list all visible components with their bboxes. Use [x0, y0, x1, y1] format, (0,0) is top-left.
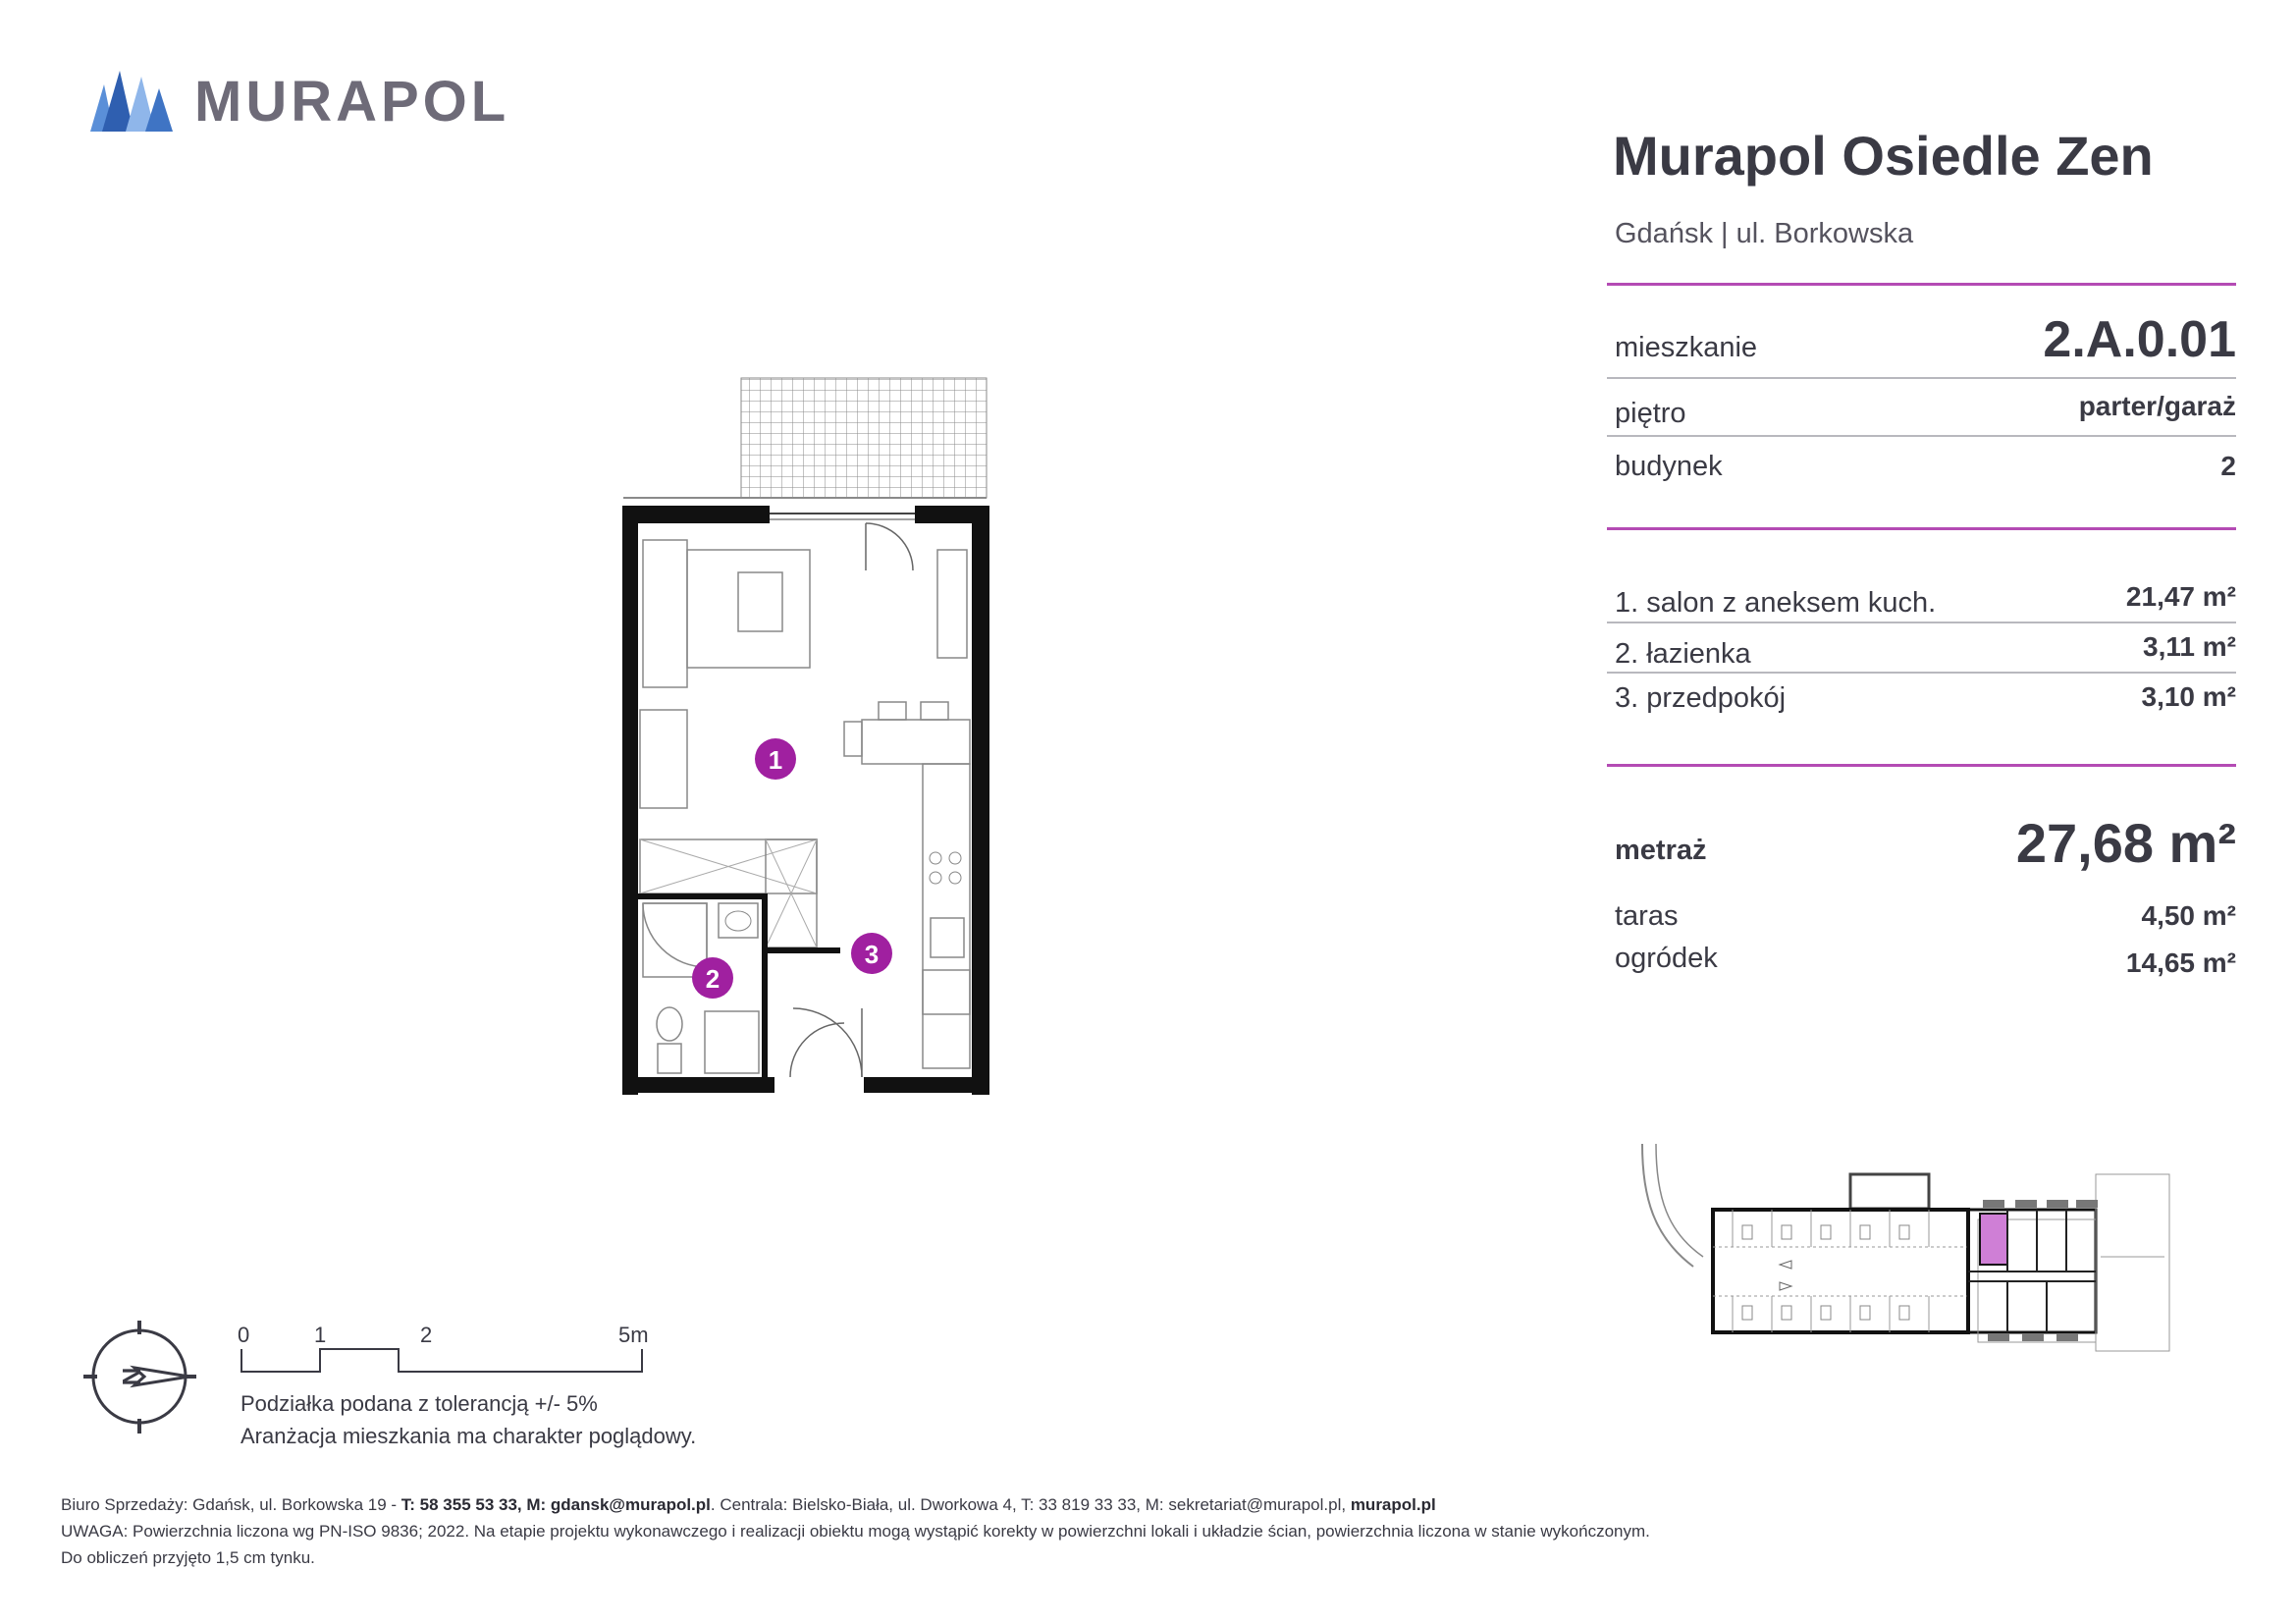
scale-bar	[240, 1347, 652, 1377]
page-title: Murapol Osiedle Zen	[1613, 125, 2154, 187]
note-arrangement: Aranżacja mieszkania ma charakter poglądowy.	[240, 1424, 697, 1448]
footer-phone-email: T: 58 355 53 33, M: gdansk@murapol.pl	[400, 1495, 711, 1514]
divider	[1607, 283, 2236, 286]
murapol-logo-icon	[90, 71, 173, 132]
detail-value-apartment: 2.A.0.01	[2043, 311, 2236, 368]
compass-icon	[83, 1321, 196, 1434]
room-label-3: 3. przedpokój	[1615, 682, 1787, 714]
garden-value: 14,65 m²	[2125, 947, 2236, 978]
detail-value-floor: parter/garaż	[2078, 391, 2236, 421]
compass-letter: N	[117, 1367, 146, 1386]
address: Gdańsk | ul. Borkowska	[1615, 218, 1914, 249]
room-marker-2: 2	[705, 964, 721, 994]
scale-tick-2: 2	[420, 1323, 433, 1347]
divider	[1607, 622, 2236, 623]
room-marker-1: 1	[768, 745, 783, 775]
scale-tick-1: 1	[314, 1323, 327, 1347]
detail-label-floor: piętro	[1615, 398, 1686, 429]
floor-plan	[609, 368, 1001, 1095]
building-key-plan	[1634, 1139, 2184, 1384]
divider	[1607, 764, 2236, 767]
divider	[1607, 435, 2236, 437]
room-value-2: 3,11 m²	[2143, 631, 2236, 662]
room-marker-3: 3	[864, 940, 880, 969]
footer-notice: UWAGA: Powierzchnia liczona wg PN-ISO 9836; 2022. Na etapie projektu wykonawczego i realizacji obiektu mogą wystąpić korekty w powierzchni lokali i układzie ścian, powierzchnia liczona w stanie wykończonym.	[61, 1522, 1650, 1541]
terrace-grid	[741, 378, 987, 498]
detail-label-apartment: mieszkanie	[1615, 332, 1758, 363]
divider	[1607, 377, 2236, 379]
detail-label-building: budynek	[1615, 451, 1723, 482]
room-value-1: 21,47 m²	[2125, 581, 2236, 612]
footer-contact: Biuro Sprzedaży: Gdańsk, ul. Borkowska 19 - T: 58 355 53 33, M: gdansk@murapol.pl. Centrala: Bielsko-Biała, ul. Dworkowa 4, T: 33 819 33 33, M: sekretariat@murapol.pl, murapol.pl	[61, 1495, 1436, 1514]
footer-plaster-note: Do obliczeń przyjęto 1,5 cm tynku.	[61, 1548, 315, 1567]
garden-label: ogródek	[1615, 943, 1718, 974]
scale-tick-0: 0	[238, 1323, 250, 1347]
divider	[1607, 527, 2236, 530]
terrace-label: taras	[1615, 900, 1679, 932]
scale-tick-5m: 5m	[618, 1323, 649, 1347]
footer-website-link[interactable]: murapol.pl	[1350, 1495, 1436, 1514]
room-value-3: 3,10 m²	[2141, 681, 2236, 712]
note-tolerance: Podziałka podana z tolerancją +/- 5%	[240, 1391, 598, 1416]
room-label-1: 1. salon z aneksem kuch.	[1615, 587, 1937, 619]
area-label: metraż	[1615, 835, 1707, 866]
detail-value-building: 2	[2220, 451, 2236, 481]
area-value: 27,68 m²	[2015, 812, 2236, 874]
highlighted-apartment	[1980, 1214, 2007, 1265]
brand-name: MURAPOL	[194, 70, 510, 134]
divider	[1607, 672, 2236, 674]
room-label-2: 2. łazienka	[1615, 638, 1751, 670]
terrace-value: 4,50 m²	[2141, 900, 2236, 931]
